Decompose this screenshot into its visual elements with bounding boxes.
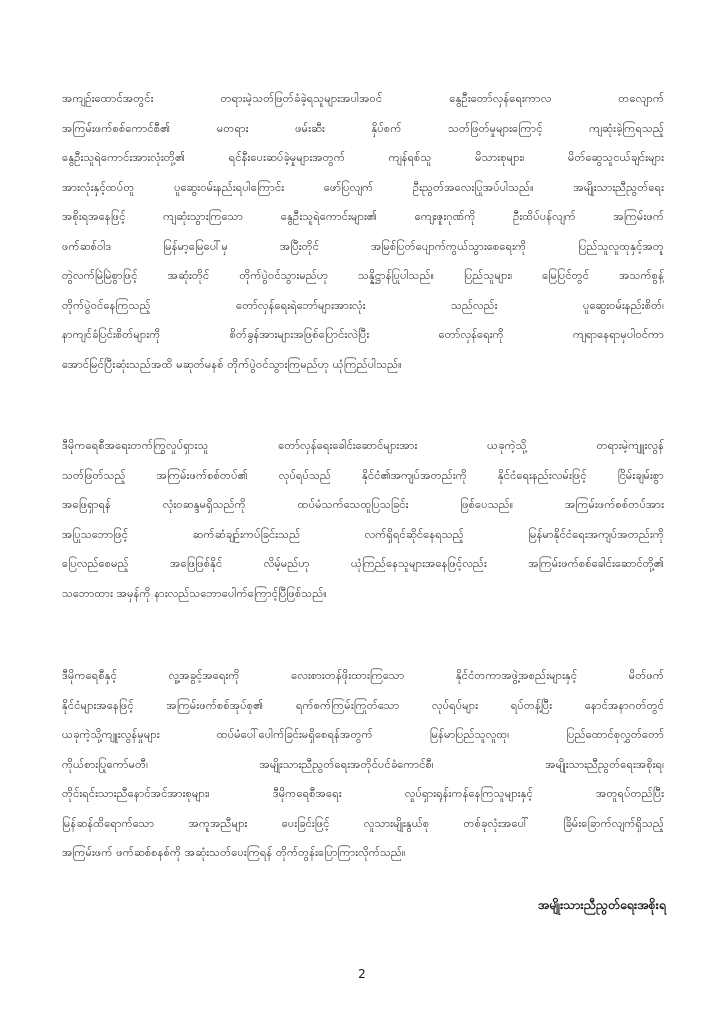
- paragraph-line: ဖက်ဆစ်ဝါဒ မြန်မာ့မြေပေါ်မှ အပြီးတိုင် အမြစ်ပြတ်ပျောက်ကွယ်သွားစေရေးကို ပြည်သူလူထုနှင့်အတူ: [62, 238, 664, 253]
- paragraph-line: နာကျင်ခံပြင်းစိတ်များကို စိတ်ခွန်အားများအဖြစ်ပြောင်းလဲပြီး တော်လှန်ရေးကို ကျရာနေရာမှပါဝင်ကာ: [62, 327, 664, 341]
- paragraph-line: မြန်ဆန်ထိရောက်သော အကူအညီများ ပေးခြင်းဖြင့် လူသားမျိုးနွယ်စု တစ်ခုလုံးအပေါ် ခြိမ်းခြောက်လျက်ရှိသည့်: [62, 815, 664, 830]
- paragraph-3: [62, 661, 664, 868]
- paragraph-line: ပြေလည်စေမည့် အဖြေဖြစ်နိုင် လိမ့်မည်ဟု ယုံကြည်နေသူများအနေဖြင့်လည်း အကြမ်းဖက်စစ်ခေါင်းဆောင်တို့၏: [62, 556, 664, 570]
- paragraph-line: နိုင်ငံများအနေဖြင့် အကြမ်းဖက်စစ်အုပ်စု၏ ရက်စက်ကြမ်းကြုတ်သော လုပ်ရပ်များ ရပ်တန့်ပြီး နောင်အနာဂတ်တွင်: [62, 697, 664, 712]
- paragraph-line: ကိုယ်စားပြုကော်မတီ၊ အမျိုးသားညီညွတ်ရေးအတိုင်ပင်ခံကောင်စီ၊ အမျိုးသားညီညွတ်ရေးအစိုးရ၊: [62, 756, 664, 771]
- paragraph-line: အားလုံးနှင့်ထပ်တူ ပူဆွေးဝမ်းနည်းရပါကြောင်း ဖော်ပြလျက် ဦးညွတ်အလေးပြုအပ်ပါသည်။ အမျိုးသားညီညွတ်ရေး: [62, 179, 664, 194]
- paragraph-line: အကြမ်းဖက်စစ်ကောင်စီ၏ မတရား ဖမ်းဆီး နှိပ်စက် သတ်ဖြတ်မှုများကြောင့် ကျဆုံးခဲ့ကြရသည့်: [62, 120, 664, 135]
- paragraph-line: ဒီမိုကရေစီအရေးတက်ကြွလှုပ်ရှားသူ တော်လှန်ရေးခေါင်းဆောင်များအား ယခုကဲ့သို့ တရားမဲ့ကျူးလွန်: [62, 438, 664, 452]
- paragraph-line: နွေဦးသူရဲကောင်းအားလုံးတို့၏ ရင်နီးပေးဆပ်ခဲ့မှုများအတွက် ကျန်ရစ်သူ မိသားစုများ၊ မိတ်ဆွေသူငယ်ချင်းများ: [62, 150, 664, 164]
- paragraph-2: [62, 431, 664, 608]
- paragraph-line: အကြမ်းဖက် ဖက်ဆစ်စနစ်ကို အဆုံးသတ်ပေးကြရန် တိုက်တွန်းပြောကြားလိုက်သည်။: [62, 845, 406, 859]
- paragraph-line: တိုက်ပွဲဝင်နေကြသည့် တော်လှန်ရေးရဲဘော်များအားလုံး သည်လည်း ပူဆွေးဝမ်းနည်းစိတ်၊: [62, 297, 664, 312]
- signature-organization: အမျိုးသားညီညွတ်ရေးအစိုးရ: [537, 897, 666, 912]
- paragraph-line: အောင်မြင်ပြီးဆုံးသည်အထိ မဆုတ်မနစ် တိုက်ပွဲဝင်သွားကြမည်ဟု ယုံကြည်ပါသည်။: [62, 356, 402, 371]
- paragraph-line: တိုင်းရင်းသားညီနောင်အင်အားစုများ၊ ဒီမိုကရေစီအရေး လှုပ်ရှားရုန်းကန်နေကြသူများနှင့် အတူရပ်တည်ပြီး: [62, 786, 664, 800]
- paragraph-line: ဒီမိုကရေစီနှင့် လူ့အခွင့်အရေးကို လေးစားတန်ဖိုးထားကြသော နိုင်ငံတကာအဖွဲ့အစည်းများနှင့် မိတ်ဖက်: [62, 668, 664, 682]
- paragraph-line: အစိုးရအနေဖြင့် ကျဆုံးသွားကြသော နွေဦးသူရဲကောင်းများ၏ ကျေးဇူးဂုဏ်ကို ဦးထိပ်ပန်လျက် အကြမ်းဖက်: [62, 209, 664, 223]
- paragraph-line: အကျဉ်းထောင်အတွင်း တရားမဲ့သတ်ဖြတ်ခံခဲ့ရသူများအပါအဝင် နွေဦးတော်လှန်ရေးကာလ တလျောက်: [62, 91, 664, 105]
- paragraph-line: အဖြေရှာရန် လုံးဝဆန္ဒမရှိသည်ကို ထပ်မံသက်သေထူပြသခြင်း ဖြစ်ပေသည်။ အကြမ်းဖက်စစ်တပ်အား: [62, 497, 664, 511]
- paragraph-line: ယခုကဲ့သို့ကျူးလွန်မှုများ ထပ်မံပေါ်ပေါက်ခြင်းမရှိစေရန်အတွက် မြန်မာပြည်သူလူထု၊ ပြည်ထောင်စုလွှတ်တော်: [62, 727, 664, 741]
- paragraph-line: သဘောထား အမှန်ကို နားလည်သဘောပေါက်ကြောင့်ပြီဖြစ်သည်။: [62, 585, 327, 600]
- paragraph-line: သတ်ဖြတ်သည့် အကြမ်းဖက်စစ်တပ်၏ လုပ်ရပ်သည် နိုင်ငံ၏အကျပ်အတည်းကို နိုင်ငံရေးနည်းလမ်းဖြင့် ငြိမ်းချမ်းစွာ: [62, 467, 664, 482]
- paragraph-line: တွဲလက်မြဲမြဲစွာဖြင့် အဆုံးတိုင် တိုက်ပွဲဝင်သွားမည်ဟု သန္နိဋ္ဌာန်ပြုပါသည်။ ပြည်သူများ၊ မြေပြင်တွင် အသက်စွန့်: [62, 268, 664, 282]
- page-number: 2: [358, 967, 366, 981]
- paragraph-line: အပြုသဘောဖြင့် ဆက်ဆံချဉ်းကပ်ခြင်းသည် လက်ရှိရင်ဆိုင်နေရသည့် မြန်မာနိုင်ငံရေးအကျပ်အတည်းကို: [62, 526, 664, 541]
- paragraph-1: [62, 84, 664, 379]
